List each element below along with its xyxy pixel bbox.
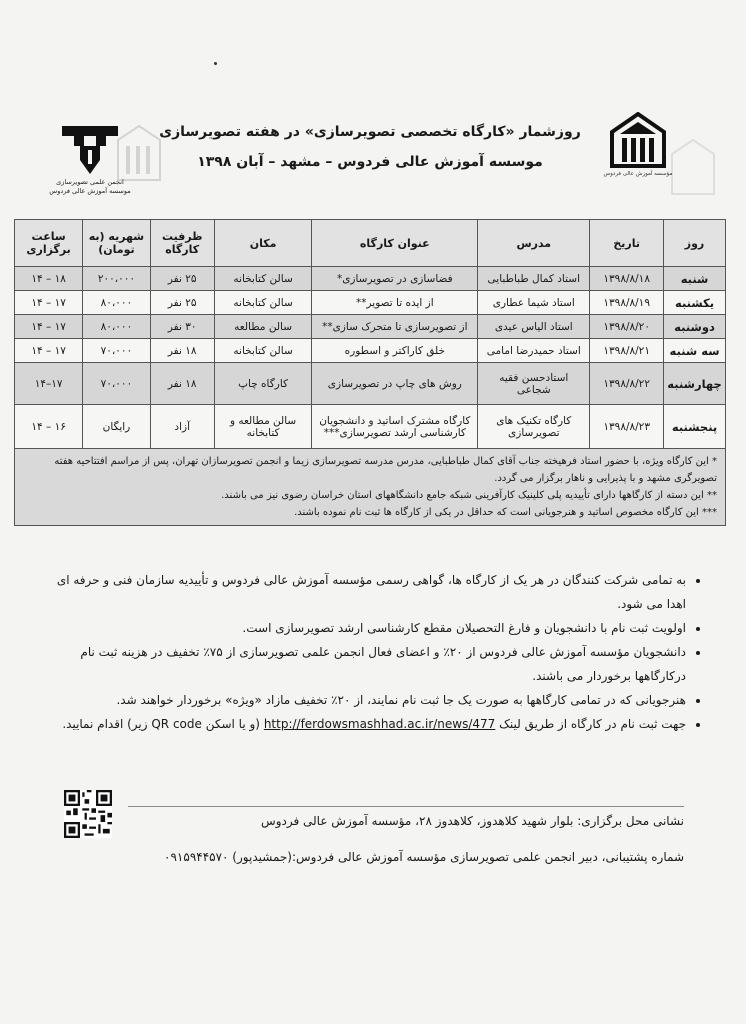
cell-time: ۱۸ – ۱۴ — [15, 267, 83, 291]
cell-title: از تصویرسازی تا متحرک سازی** — [312, 315, 478, 339]
table-row — [15, 315, 726, 339]
pen-nib-icon — [58, 122, 122, 178]
table-row — [15, 267, 726, 291]
qr-code-icon[interactable] — [64, 790, 112, 838]
info-bullets — [40, 568, 708, 736]
cell-place: سالن کتابخانه — [214, 291, 312, 315]
cell-day: دوشنبه — [664, 315, 726, 339]
cell-place: کارگاه چاپ — [214, 363, 312, 405]
cell-fee: ۷۰،۰۰۰ — [83, 363, 150, 405]
cell-capacity: ۳۰ نفر — [150, 315, 214, 339]
list-item: • اولویت ثبت نام با دانشجویان و فارغ التحصیلان مقطع کارشناسی ارشد تصویرسازی است. — [40, 616, 686, 640]
building-icon — [610, 112, 666, 170]
registration-link[interactable]: http://ferdowsmashhad.ac.ir/news/477 — [263, 717, 496, 731]
table-row — [15, 339, 726, 363]
cell-time: ۱۷ – ۱۴ — [15, 315, 83, 339]
footnote-3: *** این کارگاه مخصوص اساتید و هنرجویانی است که حداقل در یکی از کارگاه ها ثبت نام نموده باشند. — [294, 507, 717, 518]
column-header-date: تاریخ — [590, 220, 664, 267]
table-row — [15, 363, 726, 405]
institute-logo — [598, 112, 678, 178]
cell-time: ۱۷–۱۴ — [15, 363, 83, 405]
cell-place: سالن مطالعه و کتابخانه — [214, 405, 312, 449]
cell-teacher: استادحسن فقیه شجاعی — [478, 363, 590, 405]
cell-fee: ۸۰،۰۰۰ — [83, 291, 150, 315]
cell-day: شنبه — [664, 267, 726, 291]
cell-capacity: ۲۵ نفر — [150, 267, 214, 291]
cell-time: ۱۶ – ۱۴ — [15, 405, 83, 449]
cell-title: روش های چاپ در تصویرسازی — [312, 363, 478, 405]
cell-day: پنجشنبه — [664, 405, 726, 449]
cell-fee: ۲۰۰،۰۰۰ — [83, 267, 150, 291]
cell-capacity: ۱۸ نفر — [150, 339, 214, 363]
venue-address: نشانی محل برگزاری: بلوار شهید کلاهدوز، کلاهدوز ۲۸، مؤسسه آموزش عالی فردوس — [261, 814, 684, 828]
document-subtitle: موسسه آموزش عالی فردوس – مشهد – آبان ۱۳۹۸ — [197, 154, 543, 170]
cell-date: ۱۳۹۸/۸/۱۹ — [590, 291, 664, 315]
footnote-2: ** این دسته از کارگاهها دارای تأییدیه پلی کلینیک کارآفرینی شبکه جامع دانشگاههای استان خراسان رضوی نیز می باشند. — [221, 490, 717, 501]
cell-teacher: استاد حمیدرضا امامی — [478, 339, 590, 363]
footer-divider — [128, 806, 684, 807]
table-notes-row — [15, 449, 726, 526]
column-header-day: روز — [664, 220, 726, 267]
table-footnotes — [15, 449, 726, 526]
column-header-capacity: ظرفیت کارگاه — [150, 220, 214, 267]
cell-date: ۱۳۹۸/۸/۲۱ — [590, 339, 664, 363]
society-logo-caption-2: موسسه آموزش عالی فردوس — [49, 187, 131, 195]
cell-date: ۱۳۹۸/۸/۱۸ — [590, 267, 664, 291]
cell-date: ۱۳۹۸/۸/۲۰ — [590, 315, 664, 339]
cell-title: از ایده تا تصویر** — [312, 291, 478, 315]
cell-teacher: استاد کمال طباطبایی — [478, 267, 590, 291]
list-item-register — [40, 712, 686, 736]
cell-date: ۱۳۹۸/۸/۲۳ — [590, 405, 664, 449]
workshop-schedule-table — [14, 219, 726, 526]
register-suffix: (و یا اسکن QR code زیر) اقدام نمایید. — [62, 717, 260, 731]
cell-time: ۱۷ – ۱۴ — [15, 291, 83, 315]
list-item: • دانشجویان مؤسسه آموزش عالی فردوس از ۲۰٪ و اعضای فعال انجمن علمی تصویرسازی از ۷۵٪ تخفیف در هزینه ثبت نام درکارگاهها برخوردار می باشند. — [40, 640, 686, 688]
cell-day: چهارشنبه — [664, 363, 726, 405]
cell-teacher: کارگاه تکنیک های تصویرسازی — [478, 405, 590, 449]
table-row — [15, 291, 726, 315]
cell-fee: ۷۰،۰۰۰ — [83, 339, 150, 363]
register-prefix: جهت ثبت نام در کارگاه از طریق لینک — [499, 717, 686, 731]
cell-fee: رایگان — [83, 405, 150, 449]
cell-day: یکشنبه — [664, 291, 726, 315]
document-title: روزشمار «کارگاه تخصصی تصویرسازی» در هفته تصویرسازی — [159, 124, 581, 140]
society-logo-caption-1: انجمن علمی تصویرسازی — [56, 178, 124, 186]
cell-capacity: آزاد — [150, 405, 214, 449]
cell-fee: ۸۰،۰۰۰ — [83, 315, 150, 339]
cell-title: خلق کاراکتر و اسطوره — [312, 339, 478, 363]
column-header-fee: شهریه (به تومان) — [83, 220, 150, 267]
list-item: • هنرجویانی که در تمامی کارگاهها به صورت یک جا ثبت نام نمایند، از ۲۰٪ تخفیف مازاد «ویژه» برخوردار خواهند شد. — [40, 688, 686, 712]
cell-place: سالن کتابخانه — [214, 339, 312, 363]
cell-title: فضاسازی در تصویرسازی* — [312, 267, 478, 291]
table-row — [15, 405, 726, 449]
cell-capacity: ۱۸ نفر — [150, 363, 214, 405]
cell-day: سه شنبه — [664, 339, 726, 363]
cell-time: ۱۷ – ۱۴ — [15, 339, 83, 363]
institute-logo-caption: مؤسسه آموزش عالی فردوس — [603, 171, 673, 177]
support-contact: شماره پشتیبانی، دبیر انجمن علمی تصویرسازی مؤسسه آموزش عالی فردوس:(جمشیدپور) ۰۹۱۵۹۴۴۵۷۰ — [164, 850, 684, 864]
column-header-time: ساعت برگزاری — [15, 220, 83, 267]
cell-teacher: استاد شیما عطاری — [478, 291, 590, 315]
table-header-row — [15, 220, 726, 267]
cell-place: سالن کتابخانه — [214, 267, 312, 291]
cell-place: سالن مطالعه — [214, 315, 312, 339]
footnote-1: * این کارگاه ویژه، با حضور استاد فرهیخته جناب آقای کمال طباطبایی، مدرس مدرسه تصویرسازی زیما و انجمن تصویرسازان تهران، پس از مراسم افتتاحیه هفته تصویرگری مشهد و با پذیرایی و ناهار برگزار می گردد. — [54, 456, 717, 484]
cell-capacity: ۲۵ نفر — [150, 291, 214, 315]
column-header-place: مکان — [214, 220, 312, 267]
cell-date: ۱۳۹۸/۸/۲۲ — [590, 363, 664, 405]
ink-speck — [214, 62, 217, 65]
list-item: • به تمامی شرکت کنندگان در هر یک از کارگاه ها، گواهی رسمی مؤسسه آموزش عالی فردوس و تأییدیه سازمان فنی و حرفه ای اهدا می شود. — [40, 568, 686, 616]
cell-title: کارگاه مشترک اساتید و دانشجویان کارشناسی ارشد تصویرسازی*** — [312, 405, 478, 449]
column-header-title: عنوان کارگاه — [312, 220, 478, 267]
cell-teacher: استاد الیاس عیدی — [478, 315, 590, 339]
column-header-teacher: مدرس — [478, 220, 590, 267]
